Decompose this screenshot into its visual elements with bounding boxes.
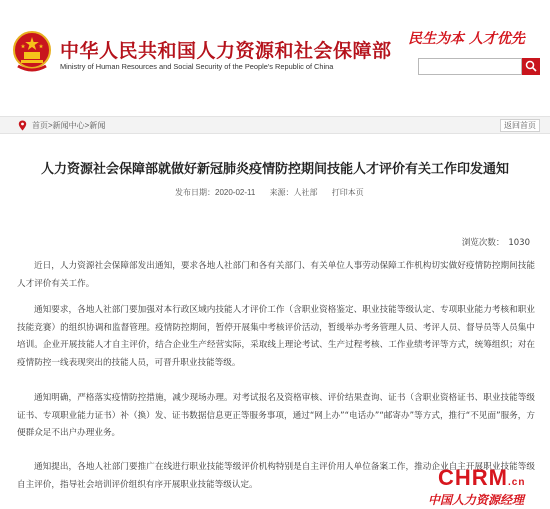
breadcrumb-separator: > xyxy=(48,121,53,130)
breadcrumb-separator: > xyxy=(84,121,90,130)
watermark-domain: .cn xyxy=(508,477,526,488)
breadcrumb-home[interactable]: 首页 xyxy=(32,121,48,130)
search-button[interactable] xyxy=(522,58,540,75)
national-emblem-icon xyxy=(12,30,52,72)
article-paragraph: 近日，人力资源社会保障部发出通知，要求各地人社部门和各有关部门、有关单位人事劳动保障工作机构切实做好疫情防控期间技能人才评价有关工作。 xyxy=(17,261,535,289)
search-input[interactable] xyxy=(418,58,522,75)
article-paragraph: 通知要求，各地人社部门要加强对本行政区域内技能人才评价工作（含职业资格鉴定、职业技能等级认定、专项职业能力考核和职业技能竞赛）的组织协调和监督管理。疫情防控期间，暂停开展集中考核评价活动，暂缓举办考务管理人员、考评人员、督导员等人员集中培训。企业开展技能人才自主评价，结合企业生产经营实际，采取线上理论考试、生产过程考核、工作业绩考评等方式，统筹组织；对在疫情防控一线表现突出的技能人员，可晋升职业技能等级。 xyxy=(17,305,535,368)
breadcrumb-news-center[interactable]: 新闻中心 xyxy=(52,121,85,130)
site-header xyxy=(0,0,550,100)
ministry-title-en: Ministry of Human Resources and Social Security of the People's Republic of China xyxy=(60,62,334,71)
ministry-title-cn: 中华人民共和国人力资源和社会保障部 xyxy=(60,40,392,62)
watermark-logo xyxy=(438,465,525,491)
watermark-cn: 中国人力资源经理 xyxy=(428,493,525,507)
article-paragraph: 通知明确，严格落实疫情防控措施，减少现场办理。对考试报名及资格审核、评价结果查询、证书（含职业资格证书、职业技能等级证书、专项职业能力证书）补（换）发、证书数据信息更正等服务事项，通过“网上办”“电话办”“邮寄办”等方式，推行“不见面”服务，方便群众足不出户办理业务。 xyxy=(17,393,535,438)
search-icon xyxy=(525,60,537,72)
article-paragraph: 通知提出，各地人社部门要推广在线进行职业技能等级评价机构特别是自主评价用人单位备案工作，推动企业自主开展职业技能等级自主评价，指导社会培训评价组织有序开展职业技能等级认定。 xyxy=(17,462,535,490)
view-count xyxy=(462,236,530,248)
location-icon xyxy=(18,120,27,131)
chrm-watermark xyxy=(428,463,546,507)
back-home-link[interactable]: 返回首页 xyxy=(500,119,540,132)
article-title: 人力资源社会保障部就做好新冠肺炎疫情防控期间技能人才评价有关工作印发通知 xyxy=(40,162,509,177)
watermark-logo-text: CHRM xyxy=(438,465,508,490)
breadcrumb xyxy=(0,116,550,134)
view-count-value: 1030 xyxy=(508,238,530,248)
publish-date: 发布日期：2020-02-11 xyxy=(175,188,256,197)
view-count-label: 浏览次数： xyxy=(461,238,505,248)
breadcrumb-news[interactable]: 新闻 xyxy=(89,121,106,130)
slogan: 民生为本 人才优先 xyxy=(408,31,525,47)
breadcrumb-trail xyxy=(32,120,105,131)
article-source: 来源：人社部 xyxy=(269,188,318,197)
article-meta xyxy=(175,187,376,198)
print-link[interactable]: 打印本页 xyxy=(331,188,364,197)
